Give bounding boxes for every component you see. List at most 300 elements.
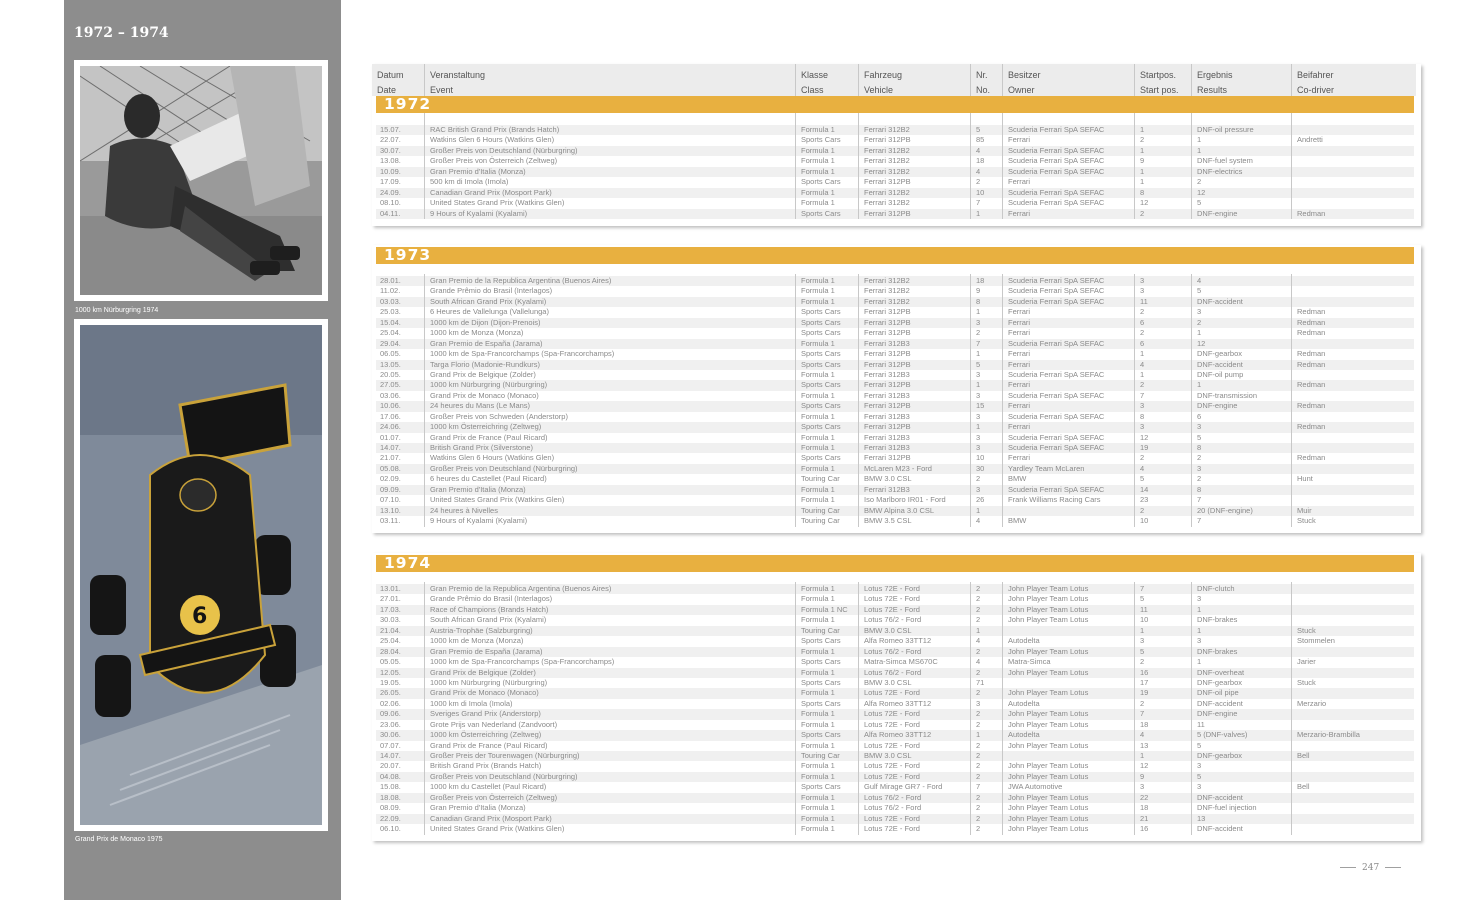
table-cell: Scuderia Ferrari SpA SEFAC [1008, 443, 1105, 452]
table-cell: Formula 1 [801, 615, 835, 625]
table-cell: Ferrari 312PB [864, 135, 911, 145]
column-divider [858, 582, 859, 835]
column-header-de: Klasse [801, 70, 829, 80]
table-cell: Formula 1 [801, 761, 835, 771]
column-divider [970, 64, 971, 219]
column-divider [795, 64, 796, 219]
table-row [376, 615, 1414, 625]
table-row [376, 380, 1414, 390]
table-cell: 1 [1197, 657, 1202, 667]
table-row [376, 657, 1414, 667]
table-cell: 26.05. [380, 688, 401, 698]
table-cell: 4 [976, 166, 981, 176]
table-cell: 14.07. [380, 751, 401, 760]
table-cell: United States Grand Prix (Watkins Glen) [430, 495, 565, 505]
table-row [376, 188, 1414, 198]
table-cell: Scuderia Ferrari SpA SEFAC [1008, 187, 1105, 197]
table-cell: Lotus 76/2 - Ford [864, 792, 922, 802]
table-cell: 02.06. [380, 698, 401, 708]
table-cell: Lotus 72E - Ford [864, 824, 920, 834]
table-cell: Sports Cars [801, 380, 841, 390]
table-row [376, 370, 1414, 380]
table-cell: 1 [976, 422, 981, 432]
table-cell: 03.06. [380, 390, 401, 400]
column-header-de: Datum [377, 70, 404, 80]
table-cell: 2 [1140, 657, 1145, 667]
table-cell: 17.03. [380, 604, 401, 614]
column-divider [1134, 274, 1135, 527]
table-cell: BMW 3.0 CSL [864, 474, 912, 484]
table-cell: DNF-gearbox [1197, 349, 1243, 359]
table-cell: Sports Cars [801, 208, 841, 218]
table-row [376, 761, 1414, 771]
table-row [376, 297, 1414, 307]
table-cell: 2 [976, 615, 981, 625]
table-cell: 2 [976, 646, 981, 656]
table-cell: 10 [976, 453, 985, 463]
table-cell: 12 [1197, 338, 1206, 348]
table-cell: Ferrari 312B2 [864, 156, 910, 166]
table-cell: 03.03. [380, 296, 401, 306]
table-cell: DNF-brakes [1197, 615, 1238, 625]
table-cell: Formula 1 [801, 594, 835, 604]
table-cell: 1 [976, 505, 981, 515]
table-cell: Formula 1 [801, 484, 835, 494]
table-cell: 1 [1197, 604, 1202, 614]
column-divider [1002, 274, 1003, 527]
table-cell: Ferrari 312PB [864, 453, 911, 463]
table-cell: BMW 3.5 CSL [864, 516, 912, 526]
table-cell: 14.07. [380, 443, 401, 452]
page-number: 247 [1334, 863, 1407, 873]
table-cell: Ferrari 312B2 [864, 286, 910, 296]
table-cell: Gran Premio d'Italia (Monza) [430, 803, 526, 813]
table-row [376, 709, 1414, 719]
table-cell: Gran Premio de la Republica Argentina (Buenos Aires) [430, 584, 612, 593]
table-cell: 2 [976, 824, 981, 834]
table-cell: 5 [976, 125, 981, 134]
photo-driver-sitting [74, 60, 328, 301]
table-cell: 11.02. [380, 286, 401, 296]
table-cell: DNF-fuel system [1197, 156, 1253, 166]
table-cell: 4 [976, 657, 981, 667]
column-header-en: Co-driver [1297, 85, 1335, 95]
table-cell: 2 [976, 594, 981, 604]
table-cell: Ferrari [1008, 453, 1031, 463]
column-header-en: Date [377, 85, 397, 95]
table-cell: BMW 3.0 CSL [864, 677, 912, 687]
table-cell: 1 [976, 208, 981, 218]
table-cell: BMW [1008, 516, 1027, 526]
table-cell: Autodelta [1008, 698, 1040, 708]
table-row [376, 360, 1414, 370]
table-cell: Merzario [1297, 698, 1327, 708]
column-header [1008, 68, 1041, 98]
table-cell: 19 [1140, 688, 1149, 698]
table-cell: Austria-Trophäe (Salzburgring) [430, 625, 533, 635]
table-cell: 7 [1140, 584, 1145, 593]
table-cell: Targa Florio (Madonie-Rundkurs) [430, 359, 541, 369]
table-cell: 1 [1140, 751, 1145, 760]
table-cell: DNF-transmission [1197, 390, 1258, 400]
table-cell: Formula 1 [801, 646, 835, 656]
table-cell: 10.09. [380, 166, 401, 176]
column-headers [372, 64, 1416, 96]
table-cell: Formula 1 [801, 390, 835, 400]
table-cell: Touring Car [801, 505, 840, 515]
column-header [801, 68, 828, 98]
table-cell: Lotus 76/2 - Ford [864, 615, 922, 625]
table-cell: 3 [1197, 782, 1202, 792]
table-row [376, 516, 1414, 526]
column-divider [424, 582, 425, 835]
table-cell: Sports Cars [801, 135, 841, 145]
table-cell: BMW 3.0 CSL [864, 751, 912, 760]
table-cell: 13.01. [380, 584, 401, 593]
table-cell: 2 [1197, 177, 1202, 187]
table-cell: Scuderia Ferrari SpA SEFAC [1008, 369, 1105, 379]
table-cell: Sports Cars [801, 359, 841, 369]
table-cell: Ferrari 312B3 [864, 338, 910, 348]
table-cell: 2 [976, 813, 981, 823]
table-cell: Ferrari [1008, 328, 1031, 338]
table-cell: 27.05. [380, 380, 401, 390]
table-cell: Lotus 76/2 - Ford [864, 646, 922, 656]
table-cell: 18 [1140, 719, 1149, 729]
table-cell: 1 [1140, 177, 1145, 187]
column-divider [1291, 274, 1292, 527]
table-cell: Formula 1 [801, 198, 835, 208]
table-row [376, 730, 1414, 740]
table-cell: 2 [976, 474, 981, 484]
table-cell: 1 [1197, 380, 1202, 390]
table-cell: Formula 1 [801, 369, 835, 379]
table-cell: Großer Preis von Österreich (Zeltweg) [430, 156, 558, 166]
table-cell: Ferrari [1008, 317, 1031, 327]
table-cell: Scuderia Ferrari SpA SEFAC [1008, 145, 1105, 155]
svg-text:6: 6 [192, 604, 208, 629]
results-table-1974 [372, 553, 1421, 841]
table-cell: 05.05. [380, 657, 401, 667]
table-cell: Gran Premio de España (Jarama) [430, 338, 543, 348]
table-cell: 14 [1140, 484, 1149, 494]
table-row [376, 198, 1414, 208]
table-cell: Sports Cars [801, 698, 841, 708]
table-cell: Ferrari [1008, 422, 1031, 432]
table-row [376, 167, 1414, 177]
table-row [376, 485, 1414, 495]
table-row [376, 177, 1414, 187]
table-cell: Iso Marlboro IR01 - Ford [864, 495, 946, 505]
year-banner [376, 96, 1414, 113]
table-cell: 15 [976, 401, 985, 411]
column-header-de: Startpos. [1140, 70, 1177, 80]
column-header [976, 68, 990, 98]
table-cell: John Player Team Lotus [1008, 584, 1089, 593]
table-cell: 24.09. [380, 187, 401, 197]
table-cell: 1 [1197, 145, 1202, 155]
table-cell: 7 [1140, 390, 1145, 400]
table-body [376, 584, 1414, 835]
table-cell: Ferrari [1008, 135, 1031, 145]
table-cell: 18.08. [380, 792, 401, 802]
table-cell: 5 (DNF-valves) [1197, 730, 1248, 740]
table-cell: Ferrari 312B2 [864, 198, 910, 208]
table-cell: 8 [1140, 187, 1145, 197]
table-cell: 28.01. [380, 276, 401, 285]
table-cell: Redman [1297, 359, 1326, 369]
table-cell: Grand Prix de Monaco (Monaco) [430, 390, 539, 400]
table-cell: 3 [976, 317, 981, 327]
table-cell: 3 [1140, 636, 1145, 646]
table-row [376, 506, 1414, 516]
table-cell: Redman [1297, 208, 1326, 218]
column-divider [424, 64, 425, 219]
table-cell: 4 [976, 516, 981, 526]
table-cell: Formula 1 [801, 125, 835, 134]
table-cell: Ferrari 312PB [864, 422, 911, 432]
table-cell: Stommelen [1297, 636, 1335, 646]
table-cell: 2 [976, 328, 981, 338]
table-cell: 7 [976, 338, 981, 348]
table-cell: BMW Alpina 3.0 CSL [864, 505, 935, 515]
table-cell: Ferrari [1008, 208, 1031, 218]
table-cell: South African Grand Prix (Kyalami) [430, 615, 547, 625]
column-divider [1191, 274, 1192, 527]
table-cell: Autodelta [1008, 636, 1040, 646]
table-cell: 2 [976, 771, 981, 781]
table-cell: Stuck [1297, 516, 1316, 526]
table-cell: 3 [1197, 422, 1202, 432]
table-cell: 10 [1140, 615, 1149, 625]
table-cell: 9 [976, 286, 981, 296]
column-divider [1134, 582, 1135, 835]
table-cell: Sveriges Grand Prix (Anderstorp) [430, 709, 541, 719]
table-cell: DNF-overheat [1197, 667, 1245, 677]
table-row [376, 422, 1414, 432]
table-cell: 25.04. [380, 636, 401, 646]
table-cell: DNF-clutch [1197, 584, 1235, 593]
table-cell: Sports Cars [801, 307, 841, 317]
table-cell: 13.05. [380, 359, 401, 369]
table-cell: Großer Preis von Deutschland (Nürburgring) [430, 145, 578, 155]
table-row [376, 824, 1414, 834]
table-cell: John Player Team Lotus [1008, 719, 1089, 729]
table-cell: 18 [976, 276, 985, 285]
table-cell: Scuderia Ferrari SpA SEFAC [1008, 125, 1105, 134]
table-cell: Ferrari 312PB [864, 359, 911, 369]
table-cell: 24.06. [380, 422, 401, 432]
table-cell: 25.04. [380, 328, 401, 338]
table-cell: Ferrari 312B3 [864, 369, 910, 379]
table-cell: Formula 1 [801, 156, 835, 166]
table-cell: Ferrari [1008, 359, 1031, 369]
table-cell: Ferrari 312B2 [864, 166, 910, 176]
table-row [376, 678, 1414, 688]
table-cell: DNF-electrics [1197, 166, 1243, 176]
table-cell: Scuderia Ferrari SpA SEFAC [1008, 338, 1105, 348]
table-cell: Formula 1 [801, 813, 835, 823]
table-cell: 4 [1140, 730, 1145, 740]
table-cell: Ferrari 312B3 [864, 432, 910, 442]
table-cell: 1 [1140, 369, 1145, 379]
column-header [430, 68, 485, 98]
table-cell: Lotus 72E - Ford [864, 604, 920, 614]
column-header-de: Fahrzeug [864, 70, 903, 80]
table-cell: 5 [1197, 432, 1202, 442]
race-car-image [80, 325, 322, 825]
table-cell: DNF-accident [1197, 824, 1243, 834]
column-header-en: Vehicle [864, 85, 894, 95]
table-cell: John Player Team Lotus [1008, 740, 1089, 750]
table-cell: 16 [1140, 667, 1149, 677]
table-cell: Formula 1 [801, 338, 835, 348]
table-row [376, 318, 1414, 328]
table-row [376, 751, 1414, 761]
table-cell: Formula 1 [801, 411, 835, 421]
table-cell: 28.04. [380, 646, 401, 656]
table-cell: United States Grand Prix (Watkins Glen) [430, 198, 565, 208]
table-cell: United States Grand Prix (Watkins Glen) [430, 824, 565, 834]
table-cell: 3 [1140, 286, 1145, 296]
table-cell: 29.04. [380, 338, 401, 348]
table-cell: Grand Prix de Monaco (Monaco) [430, 688, 539, 698]
table-cell: BMW 3.0 CSL [864, 625, 912, 635]
table-cell: Formula 1 [801, 443, 835, 452]
table-cell: Lotus 72E - Ford [864, 719, 920, 729]
column-header [864, 68, 902, 98]
table-cell: 2 [1197, 453, 1202, 463]
table-cell: 12 [1140, 198, 1149, 208]
table-row [376, 464, 1414, 474]
table-cell: 1000 km Nürburgring (Nürburgring) [430, 380, 548, 390]
table-cell: Alfa Romeo 33TT12 [864, 698, 932, 708]
photo-caption: 1000 km Nürburgring 1974 [75, 307, 159, 314]
table-cell: Großer Preis von Deutschland (Nürburgring) [430, 463, 578, 473]
table-cell: Lotus 72E - Ford [864, 813, 920, 823]
table-cell: Lotus 72E - Ford [864, 771, 920, 781]
table-row [376, 209, 1414, 219]
column-divider [858, 64, 859, 219]
table-cell: 12 [1197, 187, 1206, 197]
column-header-en: Results [1197, 85, 1228, 95]
column-header-de: Besitzer [1008, 70, 1041, 80]
table-cell: 3 [1140, 401, 1145, 411]
table-cell: Formula 1 [801, 463, 835, 473]
table-cell: Matra-Simca [1008, 657, 1051, 667]
table-cell: 3 [1140, 422, 1145, 432]
table-cell: 1000 km de Monza (Monza) [430, 328, 524, 338]
table-cell: 1000 km Österreichring (Zeltweg) [430, 422, 542, 432]
table-cell: 6 [1140, 338, 1145, 348]
table-cell: Großer Preis von Schweden (Anderstorp) [430, 411, 568, 421]
table-cell: 21 [1140, 813, 1149, 823]
table-cell: Grande Prêmio do Brasil (Interlagos) [430, 594, 553, 604]
table-cell: RAC British Grand Prix (Brands Hatch) [430, 125, 560, 134]
table-cell: 8 [1197, 443, 1202, 452]
table-cell: South African Grand Prix (Kyalami) [430, 296, 547, 306]
table-cell: 4 [1140, 359, 1145, 369]
table-cell: 24 heures du Mans (Le Mans) [430, 401, 531, 411]
column-header-en: Event [430, 85, 454, 95]
table-cell: 10 [976, 187, 985, 197]
table-row [376, 286, 1414, 296]
table-cell: Formula 1 [801, 667, 835, 677]
table-cell: Gran Premio de España (Jarama) [430, 646, 543, 656]
table-cell: Ferrari 312B2 [864, 187, 910, 197]
table-row [376, 125, 1414, 135]
year-label: 1972 [384, 95, 432, 113]
table-cell: 1 [1197, 328, 1202, 338]
table-cell: Lotus 72E - Ford [864, 709, 920, 719]
table-cell: Formula 1 [801, 740, 835, 750]
column-header-en: Start pos. [1140, 85, 1179, 95]
table-cell: 3 [1197, 307, 1202, 317]
table-cell: Formula 1 [801, 584, 835, 593]
table-cell: 17 [1140, 677, 1149, 687]
table-row [376, 803, 1414, 813]
table-cell: Formula 1 [801, 296, 835, 306]
table-cell: Lotus 72E - Ford [864, 740, 920, 750]
table-cell: DNF-accident [1197, 792, 1243, 802]
table-row [376, 135, 1414, 145]
table-body [376, 276, 1414, 527]
table-cell: 1000 km du Castellet (Paul Ricard) [430, 782, 547, 792]
table-cell: Scuderia Ferrari SpA SEFAC [1008, 198, 1105, 208]
table-cell: John Player Team Lotus [1008, 594, 1089, 604]
table-cell: 13.08. [380, 156, 401, 166]
table-cell: 2 [1140, 505, 1145, 515]
table-cell: 03.11. [380, 516, 401, 526]
column-header-en: Owner [1008, 85, 1035, 95]
table-cell: 2 [976, 719, 981, 729]
table-cell: 13 [1140, 740, 1149, 750]
table-cell: Sports Cars [801, 677, 841, 687]
table-cell: 5 [1197, 198, 1202, 208]
table-cell: Redman [1297, 349, 1326, 359]
table-cell: 04.11. [380, 208, 401, 218]
year-label: 1973 [384, 246, 432, 264]
table-cell: 5 [1197, 740, 1202, 750]
table-cell: 2 [976, 740, 981, 750]
table-cell: 11 [1140, 296, 1148, 306]
table-cell: Touring Car [801, 625, 840, 635]
table-cell: 2 [976, 792, 981, 802]
table-cell: DNF-brakes [1197, 646, 1238, 656]
table-cell: 3 [976, 484, 981, 494]
table-cell: John Player Team Lotus [1008, 688, 1089, 698]
table-cell: 3 [1197, 594, 1202, 604]
table-cell: Sports Cars [801, 730, 841, 740]
table-cell: Lotus 76/2 - Ford [864, 667, 922, 677]
table-cell: 2 [1140, 328, 1145, 338]
table-cell: Sports Cars [801, 401, 841, 411]
column-divider [424, 274, 425, 527]
table-cell: Sports Cars [801, 349, 841, 359]
table-cell: Sports Cars [801, 177, 841, 187]
table-cell: 11 [1140, 604, 1148, 614]
table-cell: British Grand Prix (Silverstone) [430, 443, 533, 452]
table-cell: Bell [1297, 782, 1310, 792]
table-cell: 06.10. [380, 824, 401, 834]
table-cell: Ferrari 312PB [864, 401, 911, 411]
table-cell: Race of Champions (Brands Hatch) [430, 604, 549, 614]
table-cell: 1000 km di Imola (Imola) [430, 698, 513, 708]
table-row [376, 741, 1414, 751]
table-cell: Großer Preis von Österreich (Zeltweg) [430, 792, 558, 802]
table-cell: Formula 1 [801, 187, 835, 197]
table-cell: 19.05. [380, 677, 401, 687]
